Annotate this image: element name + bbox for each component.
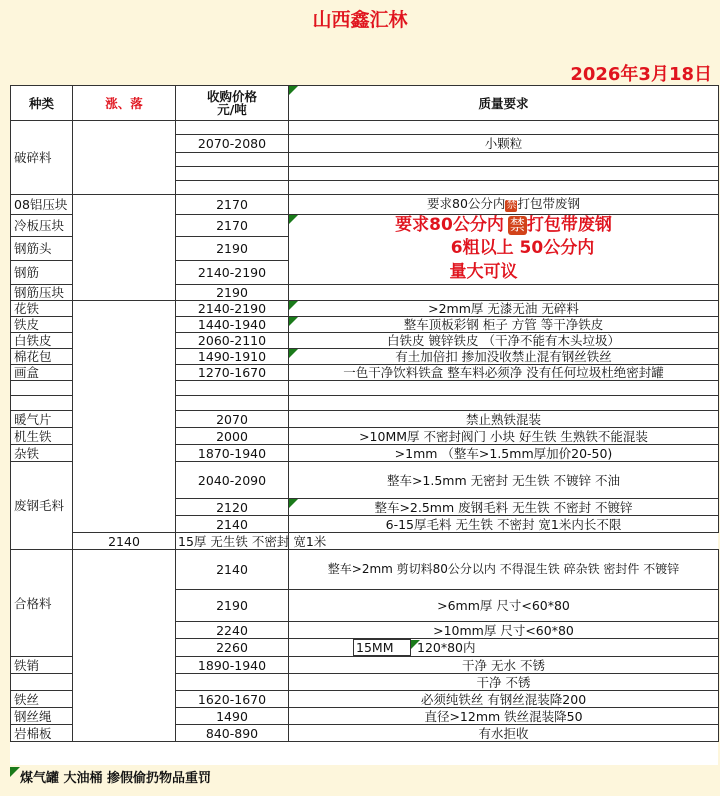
- quality-cell: >1mm （整车>1.5mm厚加价20-50): [289, 445, 719, 462]
- col-header-price: 收购价格 元/吨: [176, 86, 289, 121]
- price-cell: 2190: [176, 285, 289, 301]
- price-cell: 2000: [176, 428, 289, 445]
- quality-cell: >2mm厚 无漆无油 无碎料: [289, 301, 719, 317]
- price-cell: 2140: [176, 550, 289, 590]
- ban-badge: 禁: [506, 200, 517, 211]
- quality-cell: 必须纯铁丝 有钢丝混装降200: [289, 691, 719, 708]
- type-cell: 机生铁: [11, 428, 73, 445]
- col-header-type: 种类: [11, 86, 73, 121]
- price-cell: 2260: [176, 639, 289, 657]
- table-row: [11, 550, 719, 590]
- price-cell: 1490-1910: [176, 349, 289, 365]
- type-cell: 冷板压块: [11, 215, 73, 237]
- price-cell: 1620-1670: [176, 691, 289, 708]
- quality-cell: 15厚 无生铁 不密封 宽1米: [176, 533, 289, 550]
- quality-cell: 要求80公分内禁打包带废钢: [289, 195, 719, 215]
- type-cell: 铁丝: [11, 691, 73, 708]
- quality-cell: 干净 不锈: [289, 674, 719, 691]
- date-label: 2026年3月18日: [570, 64, 712, 85]
- price-cell: 2070: [176, 411, 289, 428]
- quality-cell: >10mm厚 尺寸<60*80: [289, 622, 719, 639]
- price-cell: 2070-2080: [176, 135, 289, 153]
- price-cell: 2040-2090: [176, 462, 289, 499]
- quality-cell: 要求80公分内 禁 打包带废钢: [289, 215, 719, 237]
- type-cell: 岩棉板: [11, 725, 73, 742]
- price-table: [10, 85, 719, 742]
- quality-cell: 干净 无水 不锈: [289, 657, 719, 674]
- price-cell: 2140-2190: [176, 261, 289, 285]
- table-header-row: [11, 86, 719, 121]
- price-cell: 2190: [176, 590, 289, 622]
- quality-cell: 15MM 120*80内: [289, 639, 719, 657]
- price-cell: 1440-1940: [176, 317, 289, 333]
- type-cell: 钢筋头: [11, 237, 73, 261]
- quality-cell: 有土加倍扣 掺加没收禁止混有钢丝铁丝: [289, 349, 719, 365]
- col-header-change: 涨、落: [73, 86, 176, 121]
- type-cell: 08铝压块: [11, 195, 73, 215]
- quality-cell: 一色干净饮料铁盒 整车料必须净 没有任何垃圾杜绝密封罐: [289, 365, 719, 381]
- footer-note: 煤气罐 大油桶 掺假偷扔物品重罚: [10, 767, 211, 786]
- quality-cell: 有水拒收: [289, 725, 719, 742]
- price-cell: 2140: [176, 516, 289, 533]
- type-cell: 合格料: [11, 550, 73, 657]
- price-cell: 2190: [176, 237, 289, 261]
- price-cell: 840-890: [176, 725, 289, 742]
- type-cell: 破碎料: [11, 121, 73, 195]
- price-cell: 2120: [176, 499, 289, 516]
- price-cell: 2140-2190: [176, 301, 289, 317]
- price-cell: 1270-1670: [176, 365, 289, 381]
- quality-cell: >10MM厚 不密封阀门 小块 好生铁 生熟铁不能混装: [289, 428, 719, 445]
- type-cell: 白铁皮: [11, 333, 73, 349]
- price-cell: 2060-2110: [176, 333, 289, 349]
- price-cell: 2140: [73, 533, 176, 550]
- table-row: [11, 121, 719, 135]
- type-cell: 画盒: [11, 365, 73, 381]
- col-header-quality: 质量要求: [289, 86, 719, 121]
- type-cell: 钢丝绳: [11, 708, 73, 725]
- type-cell: 花铁: [11, 301, 73, 317]
- type-cell: 棉花包: [11, 349, 73, 365]
- quality-cell: 6-15厚毛料 无生铁 不密封 宽1米内长不限: [289, 516, 719, 533]
- type-cell: 钢筋: [11, 261, 73, 285]
- quality-cell: 小颗粒: [289, 135, 719, 153]
- price-cell: 2240: [176, 622, 289, 639]
- type-cell: 暖气片: [11, 411, 73, 428]
- flag-icon: [10, 767, 20, 777]
- quality-cell: 整车>2.5mm 废钢毛料 无生铁 不密封 不镀锌: [289, 499, 719, 516]
- quality-cell: 整车>2mm 剪切料80公分以内 不得混生铁 碎杂铁 密封件 不镀锌: [289, 550, 719, 590]
- quality-cell: >6mm厚 尺寸<60*80: [289, 590, 719, 622]
- price-table-wrapper: [10, 85, 718, 765]
- price-cell: 2170: [176, 215, 289, 237]
- quality-cell: 白铁皮 镀锌铁皮 （干净不能有木头垃圾）: [289, 333, 719, 349]
- type-cell: 杂铁: [11, 445, 73, 462]
- price-cell: 1890-1940: [176, 657, 289, 674]
- price-cell: 1490: [176, 708, 289, 725]
- quality-cell: 6粗以上 50公分内: [289, 237, 719, 261]
- type-cell: 废钢毛料: [11, 462, 73, 550]
- page-title: 山西鑫汇林: [312, 9, 408, 31]
- price-cell: 1870-1940: [176, 445, 289, 462]
- ban-badge: 禁: [509, 216, 525, 235]
- type-cell: 钢筋压块: [11, 285, 73, 301]
- quality-cell: 整车>1.5mm 无密封 无生铁 不镀锌 不油: [289, 462, 719, 499]
- type-cell: 铁销: [11, 657, 73, 674]
- quality-cell: 直径>12mm 铁丝混装降50: [289, 708, 719, 725]
- table-row: [11, 301, 719, 317]
- price-cell: 2170: [176, 195, 289, 215]
- quality-cell: 禁止熟铁混装: [289, 411, 719, 428]
- table-row: [11, 533, 719, 550]
- table-row: [11, 195, 719, 215]
- quality-cell: 量大可议: [289, 261, 719, 285]
- type-cell: 铁皮: [11, 317, 73, 333]
- quality-cell: 整车顶板彩钢 柜子 方管 等干净铁皮: [289, 317, 719, 333]
